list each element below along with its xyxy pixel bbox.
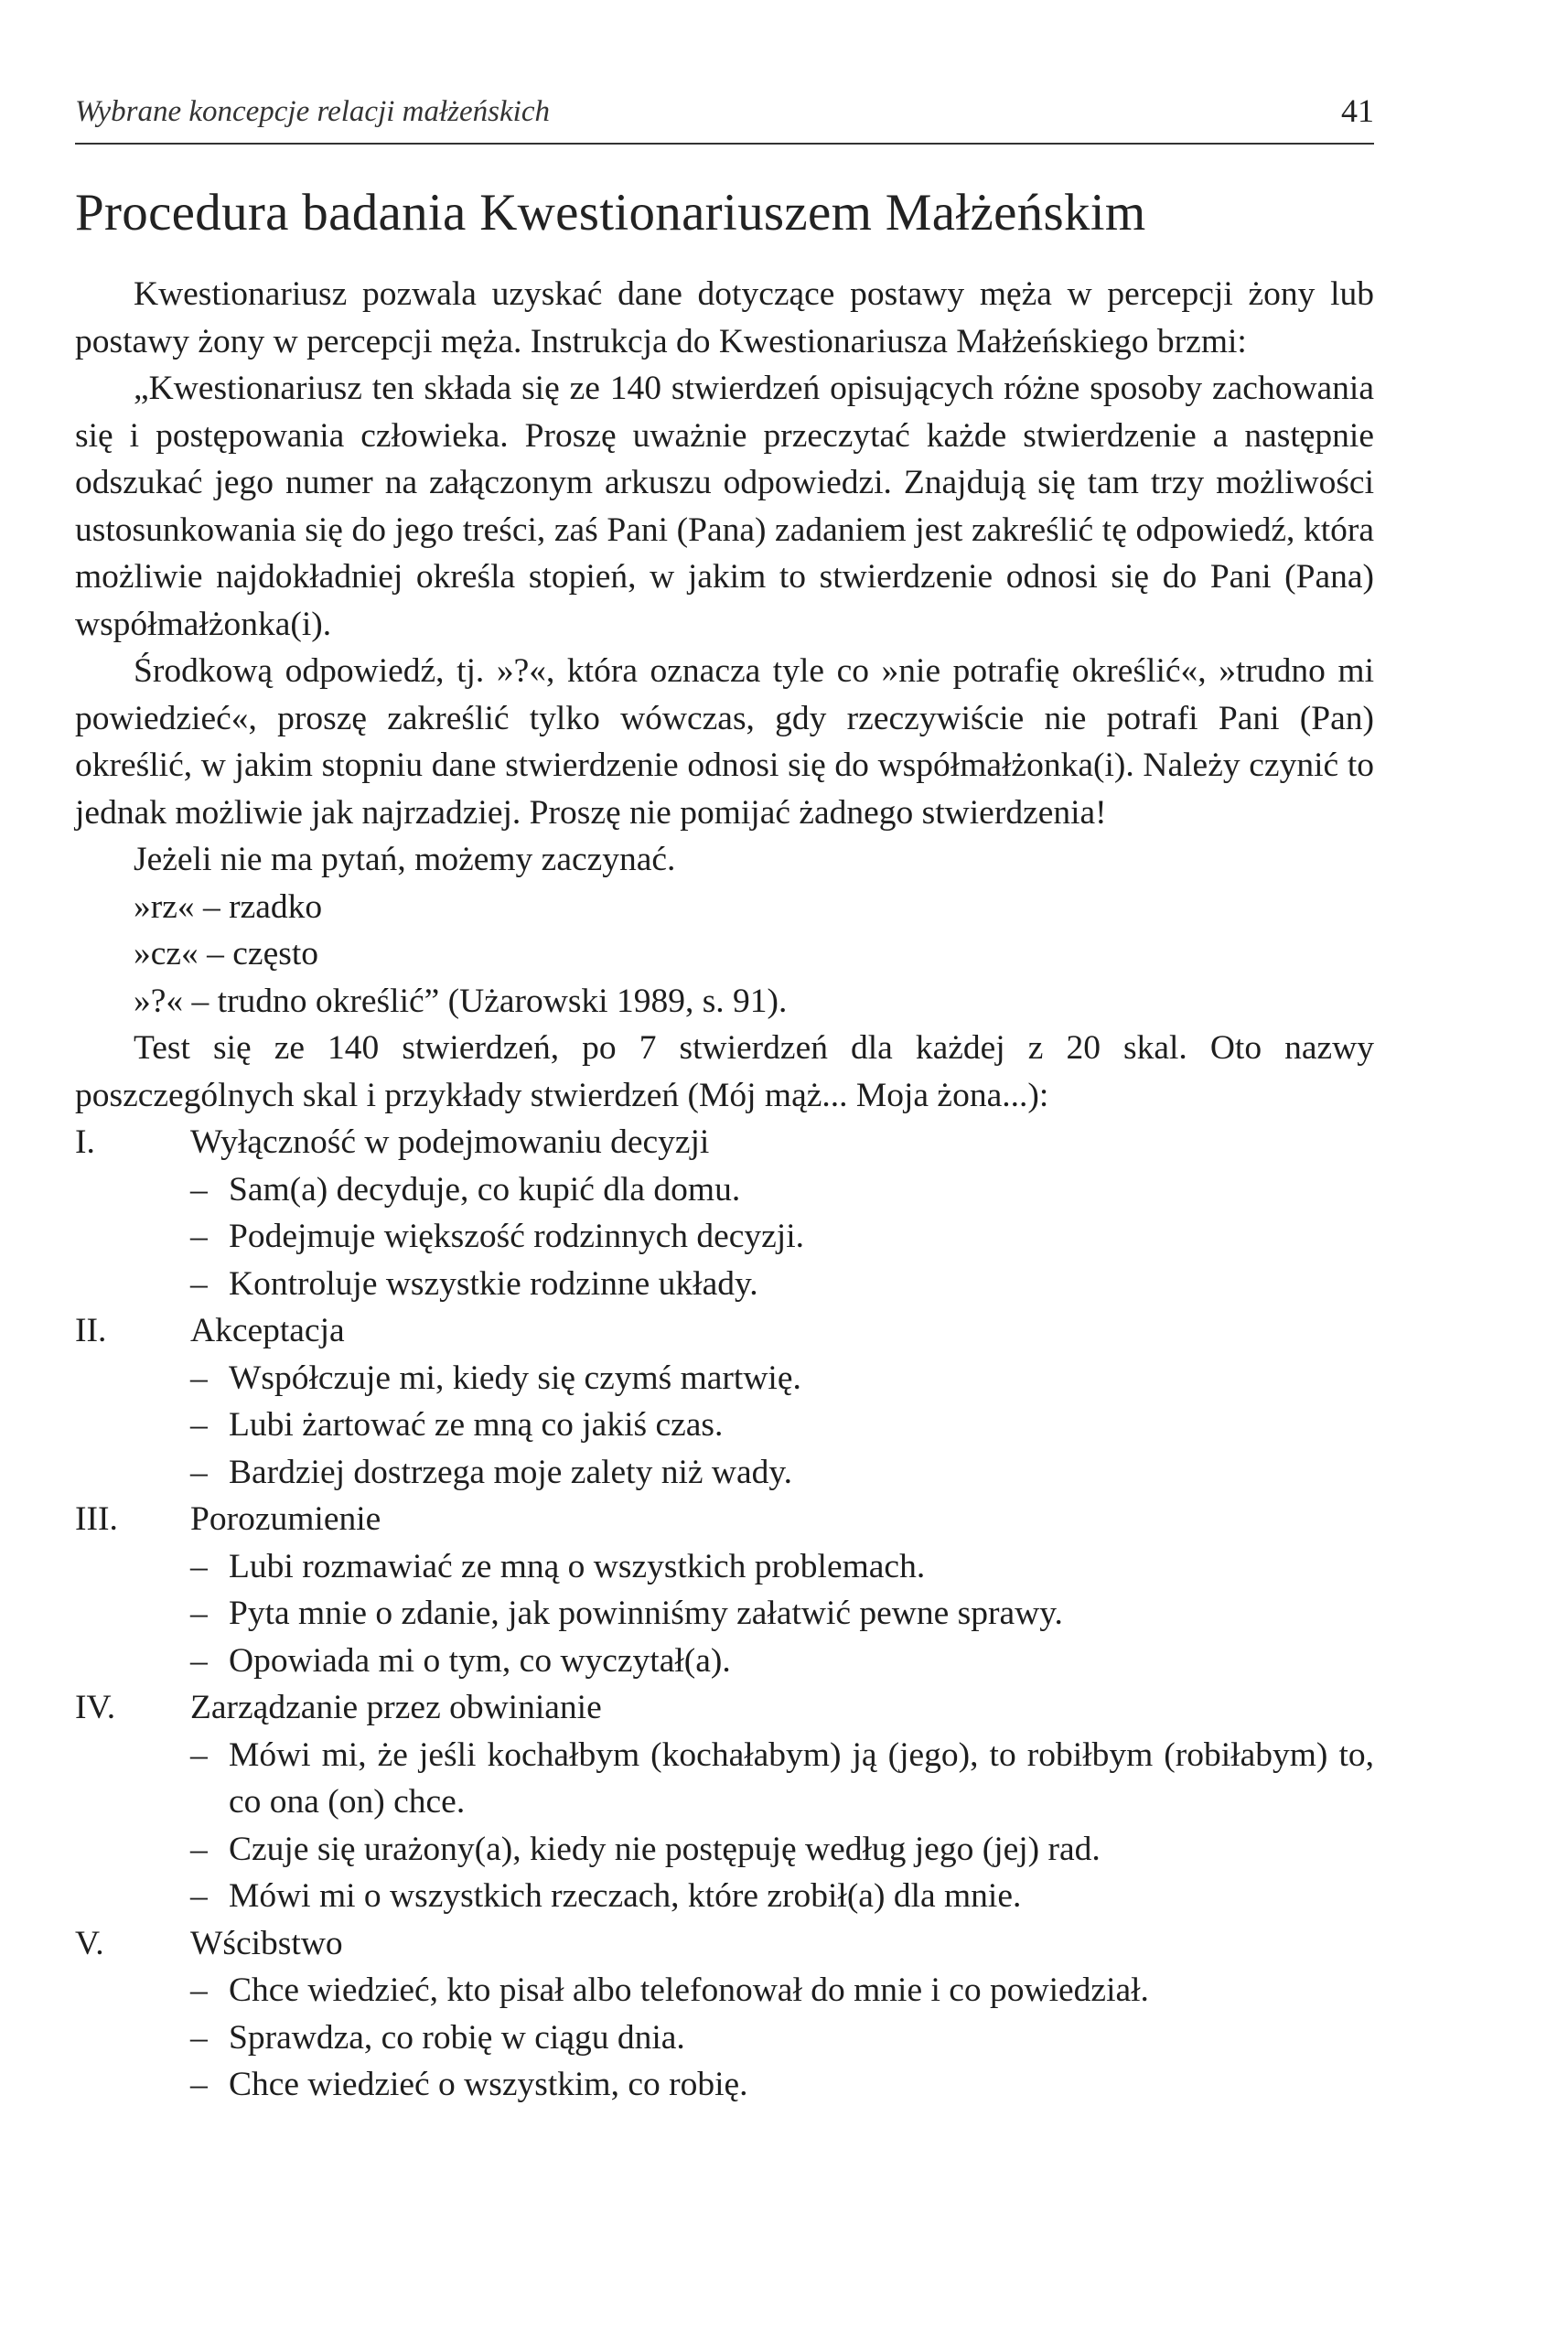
section-title: Procedura badania Kwestionariuszem Małżeńskim [75,184,1146,242]
scale-heading [75,1920,1374,1968]
scale-item-text: Współczuje mi, kiedy się czymś martwię. [229,1359,801,1397]
scale-item [75,2014,1374,2062]
scale-item-text: Podejmuje większość rodzinnych decyzji. [229,1218,804,1255]
dash-marker: – [190,1877,208,1915]
scale-item [75,2061,1374,2109]
dash-marker: – [190,1359,208,1397]
scale-name: Wścibstwo [190,1924,343,1962]
paragraph-start: Jeżeli nie ma pytań, możemy zaczynać. [134,841,676,878]
scale-item [75,1213,1374,1261]
scale-number: III. [75,1500,118,1538]
scale-item [75,1355,1374,1402]
scale-item [75,1449,1374,1497]
scale-item-text: Lubi rozmawiać ze mną o wszystkich problemach. [229,1547,926,1585]
scale-number: II. [75,1312,107,1349]
scale-item-text: Lubi żartować ze mną co jakiś czas. [229,1406,724,1444]
body-text [75,271,1374,2109]
legend-unsure: »?« – trudno określić” (Użarowski 1989, s. 91). [134,982,788,1020]
dash-marker: – [190,1735,208,1774]
running-title: Wybrane koncepcje relacji małżeńskich [75,95,550,128]
scale-item [75,1967,1374,2014]
scale-item-text: Chce wiedzieć, kto pisał albo telefonował do mnie i co powiedział. [229,1971,1149,2009]
scale-block [75,1496,1374,1684]
scale-item [75,1873,1374,1920]
scale-item-text: Sam(a) decyduje, co kupić dla domu. [229,1170,741,1209]
dash-marker: – [190,1406,208,1444]
scale-number: IV. [75,1689,116,1726]
scale-name: Wyłączność w podejmowaniu decyzji [190,1123,710,1161]
scale-item [75,1543,1374,1591]
dash-marker: – [190,1547,208,1585]
paragraph-scales-intro: Test się ze 140 stwierdzeń, po 7 stwierdzeń dla każdej z 20 skal. Oto nazwy poszczególnych skal i przykłady stwierdzeń (Mój mąż... Moja żona...): [75,1029,1374,1114]
scale-name: Akceptacja [190,1312,345,1349]
scale-item-text: Pyta mnie o zdanie, jak powinniśmy załatwić pewne sprawy. [229,1595,1063,1632]
dash-marker: – [190,1453,208,1491]
dash-marker: – [190,1170,208,1209]
scale-item [75,1826,1374,1874]
scale-item-text: Sprawdza, co robię w ciągu dnia. [229,2018,685,2057]
scale-heading [75,1307,1374,1355]
scale-number: I. [75,1123,95,1161]
dash-marker: – [190,1641,208,1680]
scale-item [75,1261,1374,1308]
dash-marker: – [190,1595,208,1632]
scale-item-text: Czuje się urażony(a), kiedy nie postępuję według jego (jej) rad. [229,1830,1101,1868]
scale-item-text: Bardziej dostrzega moje zalety niż wady. [229,1453,793,1491]
scale-number: V. [75,1924,104,1962]
scale-item [75,1402,1374,1449]
paragraph-instruction: „Kwestionariusz ten składa się ze 140 stwierdzeń opisujących różne sposoby zachowania się i postępowania człowieka. Proszę uważnie przeczytać każde stwierdzenie a następnie odszukać jego numer na załączonym arkuszu odpowiedzi. Znajdują się tam trzy możliwości ustosunkowania się do jego treści, zaś Pani (Pana) zadaniem jest zakreślić tę odpowiedź, która możliwie najdokładniej określa stopień, w jakim to stwierdzenie odnosi się do Pani (Pana) współmałżonka(i). [75,370,1374,643]
dash-marker: – [190,2018,208,2057]
dash-marker: – [190,2066,208,2103]
scale-heading [75,1119,1374,1166]
legend-rarely: »rz« – rzadko [134,887,323,926]
scale-item-text: Kontroluje wszystkie rodzinne układy. [229,1264,758,1303]
scale-item-text: Opowiada mi o tym, co wyczytał(a). [229,1641,731,1680]
scale-item [75,1638,1374,1685]
dash-marker: – [190,1971,208,2009]
scale-item [75,1590,1374,1638]
scale-name: Porozumienie [190,1500,381,1538]
paragraph-middle-answer: Środkową odpowiedź, tj. »?«, która oznacza tyle co »nie potrafię określić«, »trudno mi powiedzieć«, proszę zakreślić tylko wówczas, gdy rzeczywiście nie potrafi Pani (Pan) określić, w jakim stopniu dane stwierdzenie odnosi się do współmałżonka(i). Należy czynić to jednak możliwie jak najrzadziej. Proszę nie pomijać żadnego stwierdzenia! [75,652,1374,832]
legend-often: »cz« – często [134,935,318,972]
dash-marker: – [190,1264,208,1303]
scale-item-text: Chce wiedzieć o wszystkim, co robię. [229,2066,748,2103]
scale-block [75,1920,1374,2109]
scale-block [75,1684,1374,1920]
paragraph-intro: Kwestionariusz pozwala uzyskać dane dotyczące postawy męża w percepcji żony lub postawy żony w percepcji męża. Instrukcja do Kwestionariusza Małżeńskiego brzmi: [75,275,1374,360]
scale-list [75,1119,1374,2109]
scale-item [75,1166,1374,1214]
scale-heading [75,1496,1374,1543]
dash-marker: – [190,1830,208,1868]
scale-item-text: Mówi mi o wszystkich rzeczach, które zrobił(a) dla mnie. [229,1877,1022,1915]
scale-item [75,1732,1374,1826]
scale-name: Zarządzanie przez obwinianie [190,1689,602,1726]
dash-marker: – [190,1218,208,1255]
running-header [75,91,1374,145]
scale-block [75,1119,1374,1307]
page-number: 41 [1341,92,1374,129]
scale-block [75,1307,1374,1496]
scale-heading [75,1684,1374,1732]
scale-item-text: Mówi mi, że jeśli kochałbym (kochałabym) ją (jego), to robiłbym (robiłabym) to, co ona (on) chce. [229,1735,1374,1821]
